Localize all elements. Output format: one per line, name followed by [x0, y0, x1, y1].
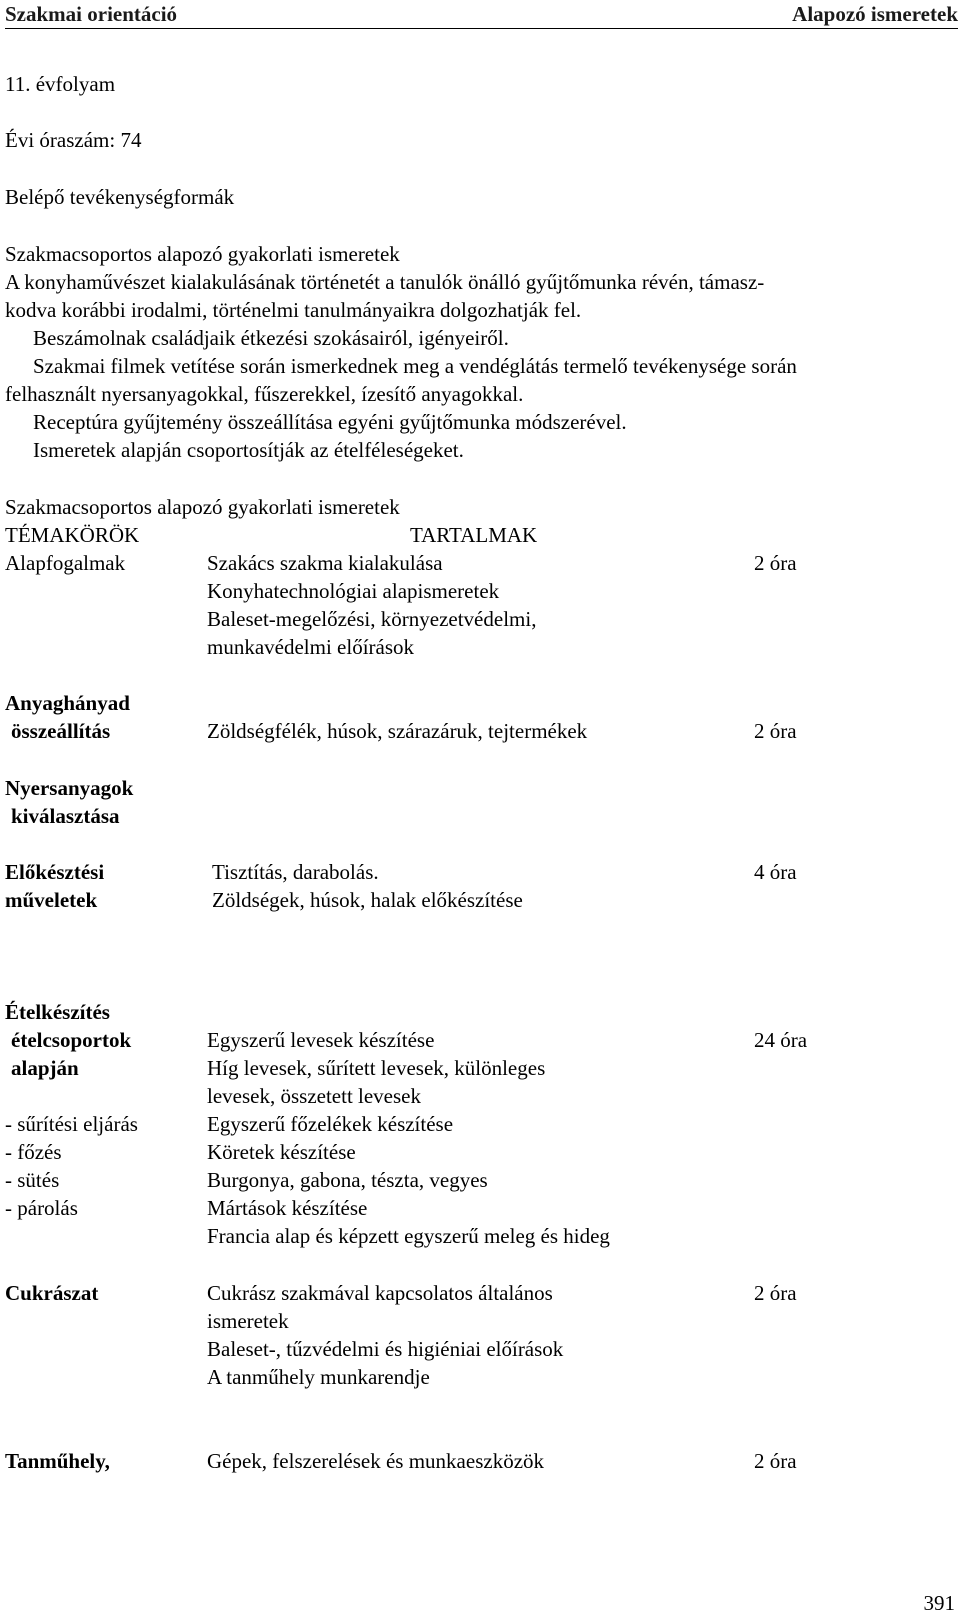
- header-left: Szakmai orientáció: [5, 2, 178, 26]
- intro-line: felhasznált nyersanyagokkal, fűszerekkel, ízesítő anyagokkal.: [5, 382, 524, 406]
- hours-value: 2 óra: [754, 1281, 797, 1305]
- content-line: Baleset-megelőzési, környezetvédelmi,: [207, 607, 537, 631]
- topic-label: műveletek: [5, 888, 98, 912]
- content-line: munkavédelmi előírások: [207, 635, 415, 659]
- content-line: Egyszerű levesek készítése: [207, 1028, 435, 1052]
- content-line: Zöldségfélék, húsok, szárazáruk, tejtermékek: [207, 719, 588, 743]
- topic-label: összeállítás: [11, 719, 111, 743]
- topic-label: kiválasztása: [11, 804, 120, 828]
- content-line: Cukrász szakmával kapcsolatos általános: [207, 1281, 553, 1305]
- topic-label: ételcsoportok: [11, 1028, 132, 1052]
- content-line: Köretek készítése: [207, 1140, 356, 1164]
- table-title: Szakmacsoportos alapozó gyakorlati ismeretek: [5, 495, 400, 519]
- annual-hours: Évi óraszám: 74: [5, 128, 142, 152]
- grade-heading: 11. évfolyam: [5, 72, 116, 96]
- intro-line: Beszámolnak családjaik étkezési szokásairól, igényeiről.: [33, 326, 509, 350]
- subtopic-label: - sütés: [5, 1168, 60, 1192]
- intro-paragraph: [5, 268, 955, 464]
- column-header-topics: TÉMAKÖRÖK: [5, 523, 140, 547]
- content-line: levesek, összetett levesek: [207, 1084, 421, 1108]
- intro-line: Ismeretek alapján csoportosítják az ételféleségeket.: [33, 438, 464, 462]
- intro-line: kodva korábbi irodalmi, történelmi tanulmányaikra dolgozhatják fel.: [5, 298, 582, 322]
- content-line: Egyszerű főzelékek készítése: [207, 1112, 454, 1136]
- topic-label: Nyersanyagok: [5, 776, 134, 800]
- content-line: Konyhatechnológiai alapismeretek: [207, 579, 500, 603]
- topic-label: Cukrászat: [5, 1281, 99, 1305]
- content-line: Baleset-, tűzvédelmi és higiéniai előírások: [207, 1337, 564, 1361]
- content-line: Francia alap és képzett egyszerű meleg és hideg: [207, 1224, 610, 1248]
- hours-value: 2 óra: [754, 1449, 797, 1473]
- topic-label: alapján: [11, 1056, 79, 1080]
- subtopic-label: - párolás: [5, 1196, 78, 1220]
- topic-label: Tanműhely,: [5, 1449, 110, 1473]
- hours-value: 2 óra: [754, 719, 797, 743]
- hours-value: 4 óra: [754, 860, 797, 884]
- content-line: A tanműhely munkarendje: [207, 1365, 430, 1389]
- content-line: Gépek, felszerelések és munkaeszközök: [207, 1449, 545, 1473]
- section-title: Szakmacsoportos alapozó gyakorlati ismeretek: [5, 242, 400, 266]
- intro-line: Receptúra gyűjtemény összeállítása egyéni gyűjtőmunka módszerével.: [33, 410, 627, 434]
- page-number: 391: [923, 1591, 955, 1615]
- topic-label: Alapfogalmak: [5, 551, 126, 575]
- hours-value: 24 óra: [754, 1028, 808, 1052]
- header-right: Alapozó ismeretek: [792, 2, 958, 26]
- content-line: Zöldségek, húsok, halak előkészítése: [212, 888, 523, 912]
- topic-label: Előkésztési: [5, 860, 105, 884]
- content-line: Mártások készítése: [207, 1196, 368, 1220]
- running-header: [5, 0, 958, 29]
- subtopic-label: - sűrítési eljárás: [5, 1112, 138, 1136]
- content-line: Burgonya, gabona, tészta, vegyes: [207, 1168, 488, 1192]
- topic-label: Ételkészítés: [5, 1000, 110, 1024]
- subtopic-label: - főzés: [5, 1140, 62, 1164]
- intro-line: Szakmai filmek vetítése során ismerkednek meg a vendéglátás termelő tevékenysége során: [33, 354, 797, 378]
- intro-line: A konyhaművészet kialakulásának történetét a tanulók önálló gyűjtőmunka révén, támasz-: [5, 270, 765, 294]
- content-line: Szakács szakma kialakulása: [207, 551, 443, 575]
- content-line: Tisztítás, darabolás.: [212, 860, 379, 884]
- column-header-contents: TARTALMAK: [410, 523, 538, 547]
- hours-value: 2 óra: [754, 551, 797, 575]
- content-line: Híg levesek, sűrített levesek, különleges: [207, 1056, 546, 1080]
- content-line: ismeretek: [207, 1309, 289, 1333]
- entry-forms-title: Belépő tevékenységformák: [5, 185, 235, 209]
- topic-label: Anyaghányad: [5, 691, 130, 715]
